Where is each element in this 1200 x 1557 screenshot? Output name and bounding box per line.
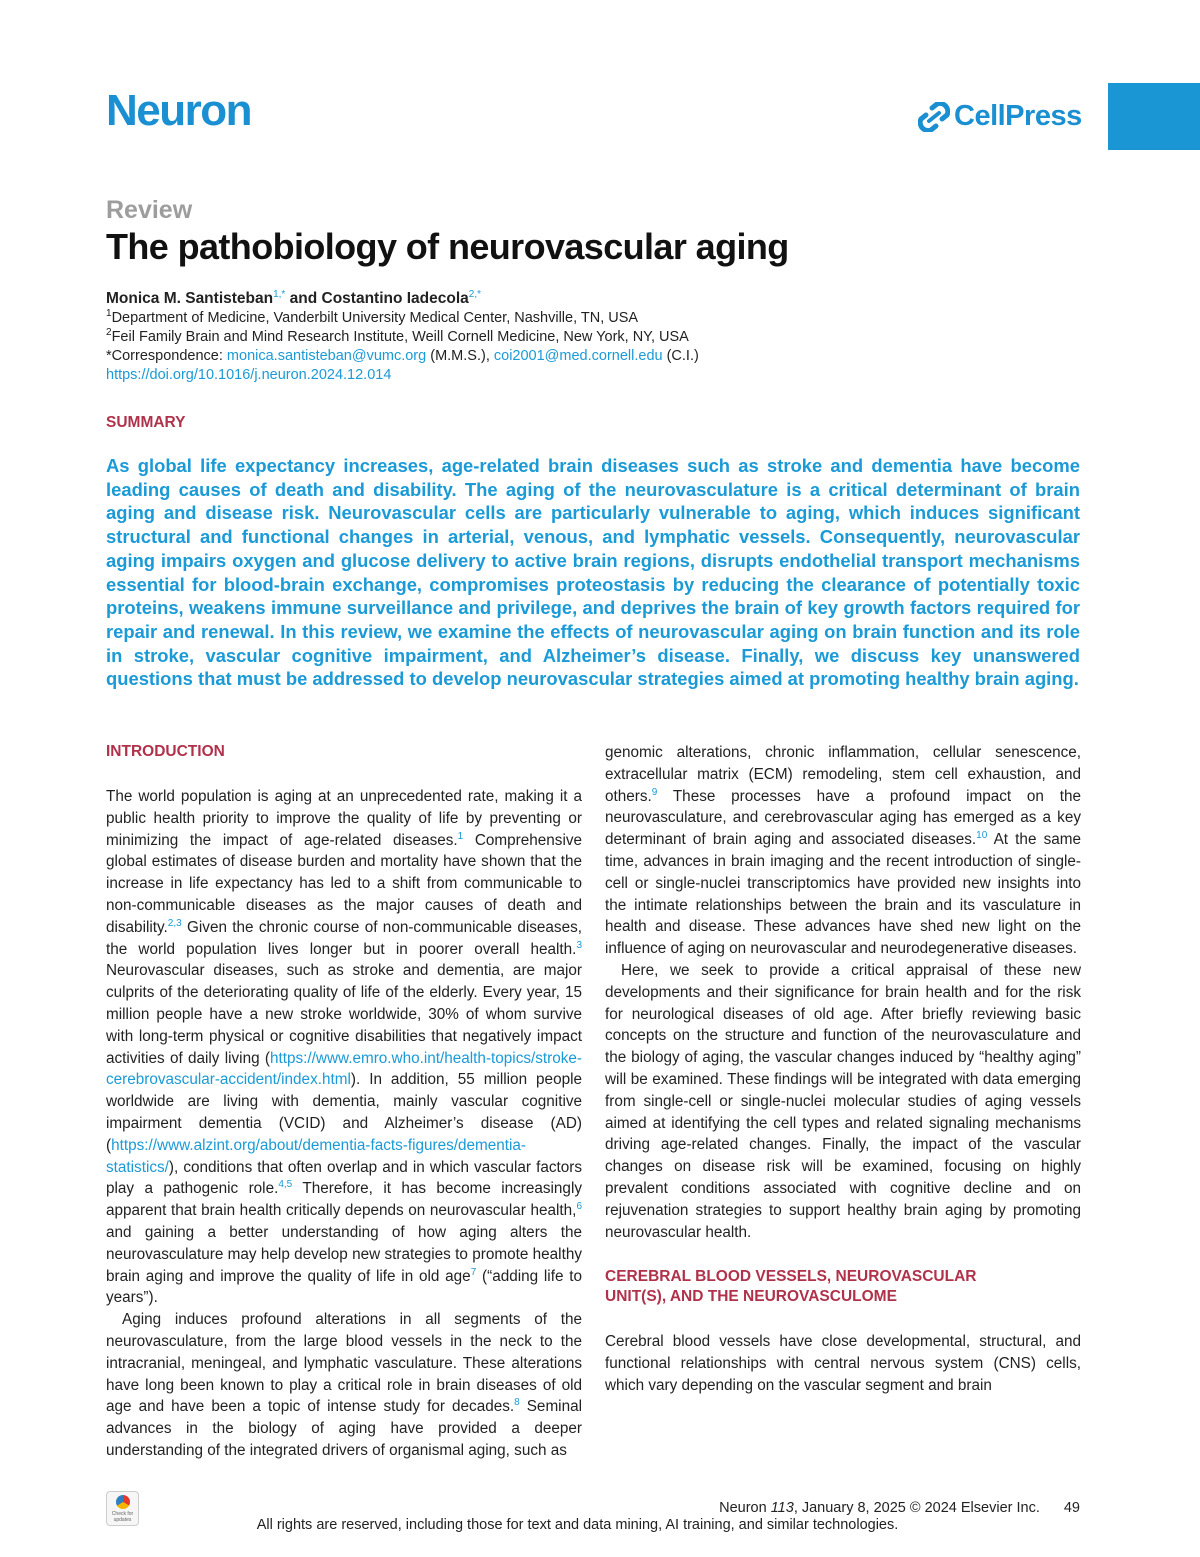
citation-ref[interactable]: 7 bbox=[470, 1266, 477, 1278]
author-name: Monica M. Santisteban bbox=[106, 290, 274, 307]
author-affiliation-ref[interactable]: 2,* bbox=[468, 288, 482, 300]
check-for-updates-badge[interactable]: Check for updates bbox=[106, 1491, 139, 1526]
right-column bbox=[605, 742, 1081, 1397]
journal-name: Neuron bbox=[106, 86, 251, 135]
citation-ref[interactable]: 6 bbox=[576, 1201, 582, 1213]
footer-citation: Neuron 113, January 8, 2025 © 2024 Elsevier Inc. 49 bbox=[719, 1500, 1080, 1516]
correspondence: *Correspondence: monica.santisteban@vumc.org (M.M.S.), coi2001@med.cornell.edu (C.I.) bbox=[106, 348, 699, 364]
left-column bbox=[106, 742, 582, 1462]
journal-color-tab bbox=[1108, 83, 1200, 150]
page-number: 49 bbox=[1063, 1500, 1080, 1516]
author-affiliation-ref[interactable]: 1,* bbox=[273, 288, 286, 300]
affiliation: $^2$Feil Family Brain and Mind Research Institute, Weill Cornell Medicine, New York, NY, USA bbox=[106, 327, 689, 345]
body-paragraph: The world population is aging at an unprecedented rate, making it a public health priority to improve the quality of life by preventing or minimizing the impact of age-related diseases.$^1$ Comprehensive global estimates of disease burden and mortality have shown that the increase in life expectancy has led to a shift from communicable to non-communicable diseases as the major causes of death and disability.$^{2,3}$ Given the chronic course of non-communicable diseases, the world population lives longer but in poorer overall health.$^3$ Neurovascular diseases, such as stroke and dementia, are major culprits of the deteriorating quality of life of the elderly. Every year, 15 million people have a new stroke worldwide, 30% of whom survive with long-term physical or cognitive disabilities that negatively impact activities of daily living (https://www.emro.who.int/health-topics/stroke-cerebrovascular-accident/index.html). In addition, 55 million people worldwide are living with dementia, mainly vascular cognitive impairment dementia (VCID) and Alzheimer’s disease (AD) (https://www.alzint.org/about/dementia-facts-figures/dementia-statistics/), conditions that often overlap and in which vascular factors play a pathogenic role.$^{4,5}$ Therefore, it has become increasingly apparent that brain health critically depends on neurovascular health,$^6$ and gaining a better understanding of how aging alters the neurovasculature may help develop new strategies to promote healthy brain aging and improve the quality of life in old age$^7$ (“adding life to years”). bbox=[106, 788, 582, 1307]
affiliation: $^1$Department of Medicine, Vanderbilt University Medical Center, Nashville, TN, USA bbox=[106, 308, 639, 326]
body-paragraph: Here, we seek to provide a critical appraisal of these new developments and their significance for brain health and for the risk for neurological diseases of old age. After briefly reviewing basic concepts on the structure and function of the neurovasculature and the biology of aging, the vascular changes induced by “healthy aging” will be examined. These findings will be integrated with data emerging from single-cell or single-nuclei molecular studies of aging vessels aimed at identifying the cell types and related signaling mechanisms driving age-related changes. Finally, the impact of the vascular changes on disease risk will be examined, focusing on highly prevalent conditions associated with cognitive decline and on rejuvenation strategies to support healthy brain aging by promoting neurovascular health. bbox=[605, 961, 1081, 1241]
article-type: Review bbox=[106, 196, 193, 224]
citation-ref[interactable]: 4,5 bbox=[278, 1179, 293, 1191]
web-link[interactable]: https://www.alzint.org/about/dementia-facts-figures/dementia-statistics/ bbox=[106, 1136, 527, 1176]
body-paragraph: Cerebral blood vessels have close developmental, structural, and functional relationships with central nervous system (CNS) cells, which vary depending on the vascular segment and brain bbox=[605, 1333, 1081, 1394]
cellpress-logo-icon bbox=[918, 102, 950, 132]
publisher-name: CellPress bbox=[954, 100, 1082, 132]
author-list bbox=[106, 289, 1006, 308]
check-updates-icon bbox=[116, 1495, 130, 1509]
summary-text: As global life expectancy increases, age-related brain diseases such as stroke and dementia have become leading causes of death and disability. The aging of the neurovasculature is a critical determinant of brain aging and disease risk. Neurovascular cells are particularly vulnerable to aging, which induces significant structural and functional changes in arterial, venous, and lymphatic vessels. Consequently, neurovascular aging impairs oxygen and glucose delivery to active brain regions, disrupts endothelial transport mechanisms essential for blood-brain exchange, compromises proteostasis by reducing the clearance of potentially toxic proteins, weakens immune surveillance and privilege, and deprives the brain of key growth factors required for repair and renewal. In this review, we examine the effects of neurovascular aging on brain function and its role in stroke, vascular cognitive impairment, and Alzheimer’s disease. Finally, we discuss key unanswered questions that must be addressed to develop neurovascular strategies aimed at promoting healthy brain aging. bbox=[106, 455, 1080, 690]
web-link[interactable]: https://www.emro.who.int/health-topics/stroke-cerebrovascular-accident/index.html bbox=[106, 1049, 582, 1089]
introduction-heading: INTRODUCTION bbox=[106, 743, 225, 760]
section-heading: CEREBRAL BLOOD VESSELS, NEUROVASCULAR UNIT(S), AND THE NEUROVASCULOME bbox=[605, 1268, 977, 1306]
citation-ref[interactable]: 10 bbox=[976, 830, 988, 842]
author-name: Costantino Iadecola bbox=[321, 290, 469, 307]
article-title: The pathobiology of neurovascular aging bbox=[106, 226, 789, 267]
email-link[interactable]: coi2001@med.cornell.edu bbox=[493, 348, 663, 364]
footer-rights: All rights are reserved, including those for text and data mining, AI training, and similar technologies. bbox=[256, 1517, 899, 1533]
body-paragraph: Aging induces profound alterations in all segments of the neurovasculature, from the large blood vessels in the neck to the intracranial, meningeal, and lymphatic vasculature. These alterations have long been known to play a critical role in brain diseases of old age and have been a topic of intense study for decades.$^8$ Seminal advances in the biology of aging have provided a deeper understanding of the integrated drivers of organismal aging, such as bbox=[106, 1311, 582, 1459]
citation-ref[interactable]: 3 bbox=[576, 939, 582, 951]
summary-heading: SUMMARY bbox=[106, 414, 186, 431]
body-paragraph: genomic alterations, chronic inflammation, cellular senescence, extracellular matrix (ECM) remodeling, stem cell exhaustion, and others.$^9$ These processes have a profound impact on the neurovasculature, and cerebrovascular aging has emerged as a key determinant of brain aging and associated diseases.$^{10}$ At the same time, advances in brain imaging and the recent introduction of single-cell or single-nuclei transcriptomics have provided new insights into the intimate relationships between the brain and its vasculature in health and disease. These advances have shed new light on the influence of aging on neurovascular and neurodegenerative diseases. bbox=[605, 744, 1082, 958]
article-front-matter bbox=[106, 289, 1006, 385]
publisher-logo[interactable] bbox=[918, 100, 1082, 133]
doi-link[interactable]: https://doi.org/10.1016/j.neuron.2024.12.014 bbox=[106, 367, 392, 383]
author-connector: and bbox=[285, 290, 322, 307]
citation-ref[interactable]: 8 bbox=[514, 1397, 520, 1409]
citation-ref[interactable]: 1 bbox=[457, 830, 464, 842]
email-link[interactable]: monica.santisteban@vumc.org bbox=[226, 348, 427, 364]
citation-ref[interactable]: 9 bbox=[651, 786, 658, 798]
citation-ref[interactable]: 2,3 bbox=[167, 917, 182, 929]
